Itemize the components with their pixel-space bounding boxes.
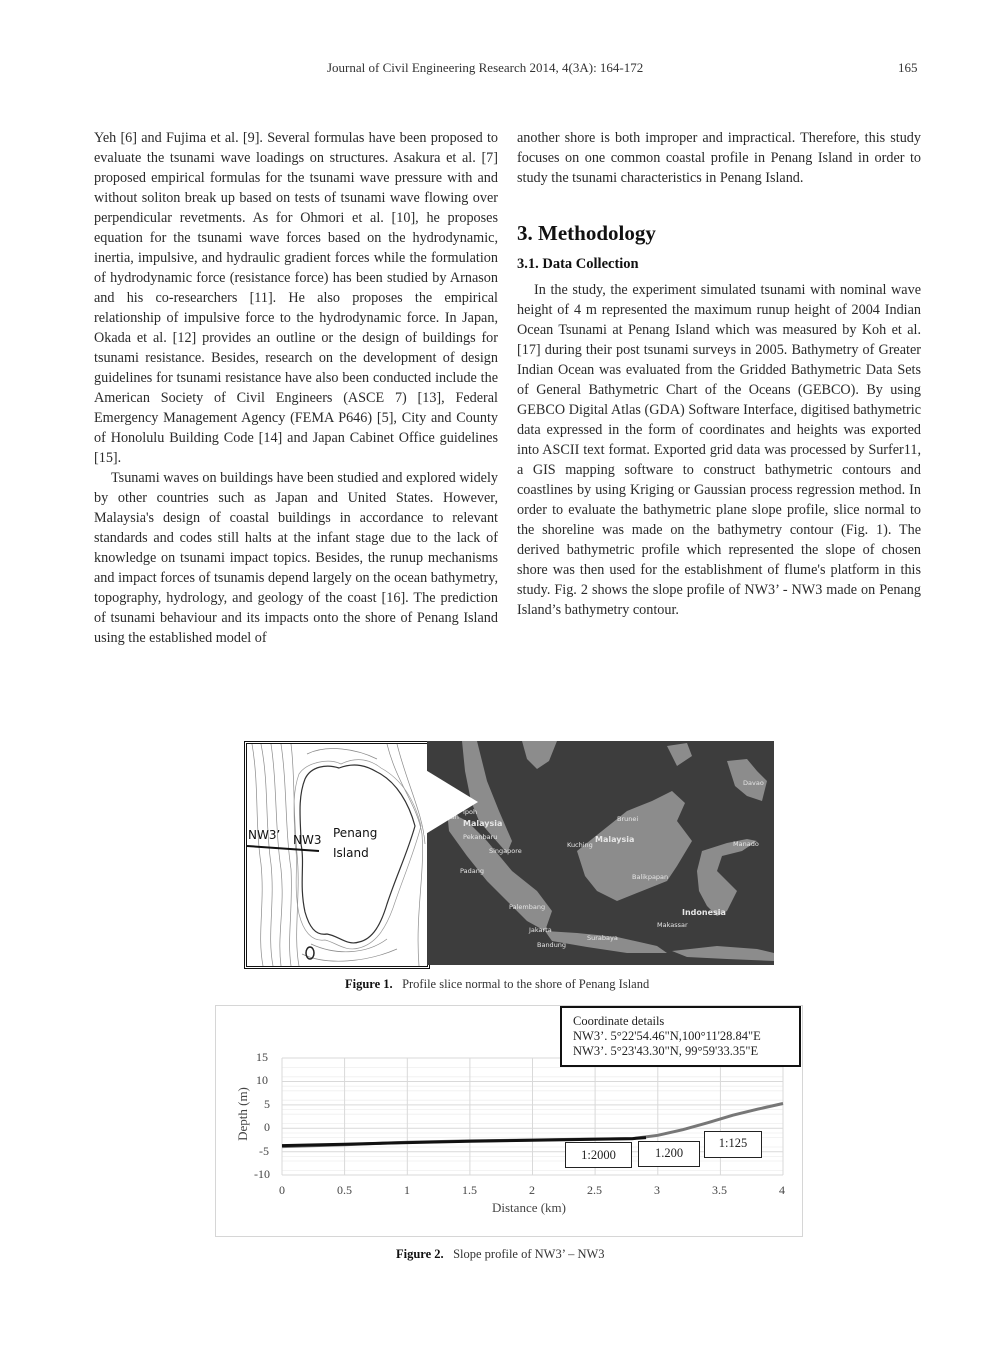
island-label-line1: Penang [333,826,378,840]
map-label-brunei: Brunei [617,815,639,823]
figure-2-chart [215,1005,803,1237]
x-tick: 3.5 [712,1183,727,1197]
map-label-padang: Padang [460,867,484,875]
map-label-malaysia: Malaysia [463,819,503,828]
y-tick: 15 [256,1050,268,1064]
map-label-makassar: Makassar [657,921,688,929]
map-label-pekanbaru: Pekanbaru [463,833,498,841]
figure-1-caption [345,977,649,992]
x-axis-title: Distance (km) [492,1200,567,1215]
x-tick: 4 [779,1183,785,1197]
map-label-surabaya: Surabaya [587,934,618,942]
y-tick: 10 [256,1073,268,1087]
slope-label-1-200: 1.200 [638,1141,700,1167]
coordinate-title: Coordinate details [573,1014,665,1028]
map-label-bandung: Bandung [537,941,567,949]
running-header [0,60,992,78]
map-label-medan: Medan [437,813,459,821]
figure-1-caption-text: Profile slice normal to the shore of Penang Island [402,977,650,991]
x-tick: 3 [654,1183,660,1197]
nw3-label: NW3 [293,833,322,847]
southeast-asia-map [427,741,774,965]
x-tick: 0.5 [337,1183,352,1197]
y-axis-title: Depth (m) [235,1087,250,1141]
zoom-pointer-arrow [424,769,478,835]
figure-2-caption [396,1247,605,1262]
map-label-kuching: Kuching [567,841,593,849]
coordinate-nw3-prime: NW3’. 5°22'54.46"N,100°11'28.84"E [573,1029,761,1043]
right-column [517,128,921,620]
nw3-prime-label: NW3’ [248,828,281,842]
island-label-line2: Island [333,846,369,860]
coordinate-details-box [560,1006,801,1067]
slope-label-1-2000: 1:2000 [565,1142,632,1168]
map-label-palembang: Palembang [509,903,546,911]
y-tick: 0 [264,1120,270,1134]
coordinate-nw3: NW3’. 5°23'43.30"N, 99°59'33.35"E [573,1044,759,1058]
map-label-malaysia-borneo: Malaysia [595,835,635,844]
x-tick: 2.5 [587,1183,602,1197]
paragraph: another shore is both improper and impractical. Therefore, this study focuses on one common coastal profile in Penang Island in order to study the tsunami characteristics in Penang Island. [517,130,921,186]
paragraph: Yeh [6] and Fujima et al. [9]. Several formulas have been proposed to evaluate the tsunami wave loadings on structures. Asakura et al. [7] proposed empirical formulas for the tsunami wave pressure with and without soliton break up based on tests of tsunami wave flowing over perpendicular revetments. As for Ohmori et al. [10], he proposes equation for the tsunami wave forces based on the hydrodynamic, inertia, impulsive, and hydraulic gradient forces while the formulation of hydrodynamic force (resistance force) has been studied by Arnason and his co-researchers [11]. He also proposes the empirical relationship of impulsive force to the hydrodynamic force. In Japan, Okada et al. [12] provides an outline or the design of buildings for tsunami resistance. Besides, research on the development of design guidelines for tsunami resistance have also been conducted include the American Society of Civil Engineers (ASCE 7) [13], Federal Emergency Management Agency (FEMA P646) [5], City and County of Honolulu Building Code [14] and Japan Cabinet Office guidelines [15]. [94,130,498,466]
paragraph: In the study, the experiment simulated tsunami with nominal wave height of 4 m represented the maximum runup height of 2004 Indian Ocean Tsunami at Penang Island which was measured by Koh et al. [17] during their post tsunami surveys in 2005. Bathymetry of Greater Indian Ocean was evaluated from the Gridded Bathymetric Data Sets of General Bathymetric Chart of the Oceans (GEBCO). By using GEBCO Digital Atlas (GDA) Software Interface, digitised bathymetric data expressed in the form of coordinates and heights was exported into ASCII text format. Exported grid data was processed by Surfer11, a GIS mapping software to construct bathymetric contours and coastlines by using Kriging or Gaussian process regression method. In order to evaluate the bathymetric plane slope profile, slice normal to the shoreline was made on the bathymetry contour (Fig. 1). The derived bathymetric profile which represented the slope of chosen shore was then used for the establishment of flume's platform in this study. Fig. 2 shows the slope profile of NW3’ - NW3 made on Penang Island’s bathymetry contour. [517,282,921,618]
figure-1-label: Figure 1. [345,977,393,991]
map-label-balikpapan: Balikpapan [632,873,669,881]
x-tick: 0 [279,1183,285,1197]
map-label-ipoh: Ipoh [463,808,478,816]
figure-2-caption-text: Slope profile of NW3’ – NW3 [453,1247,605,1261]
left-column [94,128,498,648]
journal-citation: Journal of Civil Engineering Research 2014, 4(3A): 164-172 [327,60,644,75]
penang-contour-inset [244,741,430,969]
x-tick: 2 [529,1183,535,1197]
figure-2-label: Figure 2. [396,1247,444,1261]
y-tick: -10 [254,1167,270,1181]
y-tick: -5 [259,1144,269,1158]
x-tick: 1 [404,1183,410,1197]
section-heading: 3. Methodology [517,221,656,245]
region-landmass [427,741,774,965]
map-label-manado: Manado [733,840,759,848]
map-label-indonesia: Indonesia [682,908,726,917]
map-label-jakarta: Jakarta [529,926,552,934]
slope-label-1-125: 1:125 [704,1131,762,1158]
paragraph: Tsunami waves on buildings have been studied and explored widely by other countries such as Japan and United States. However, Malaysia's design of coastal buildings in accordance to relevant standards and codes still halts at the infant stage due to the lack of knowledge on tsunami impact topics. Besides, the runup mechanisms and impact forces of tsunamis depend largely on the ocean bathymetry, topography, hydrology, and geology of the coast [16]. The prediction of tsunami behaviour and its impacts onto the shore of Penang Island using the established model of [94,470,498,646]
map-label-davao: Davao [743,779,764,787]
page-number: 165 [898,60,918,75]
map-label-singapore: Singapore [489,847,522,855]
figure-1 [244,741,774,965]
y-tick: 5 [264,1097,270,1111]
x-tick: 1.5 [462,1183,477,1197]
subsection-heading: 3.1. Data Collection [517,256,639,272]
